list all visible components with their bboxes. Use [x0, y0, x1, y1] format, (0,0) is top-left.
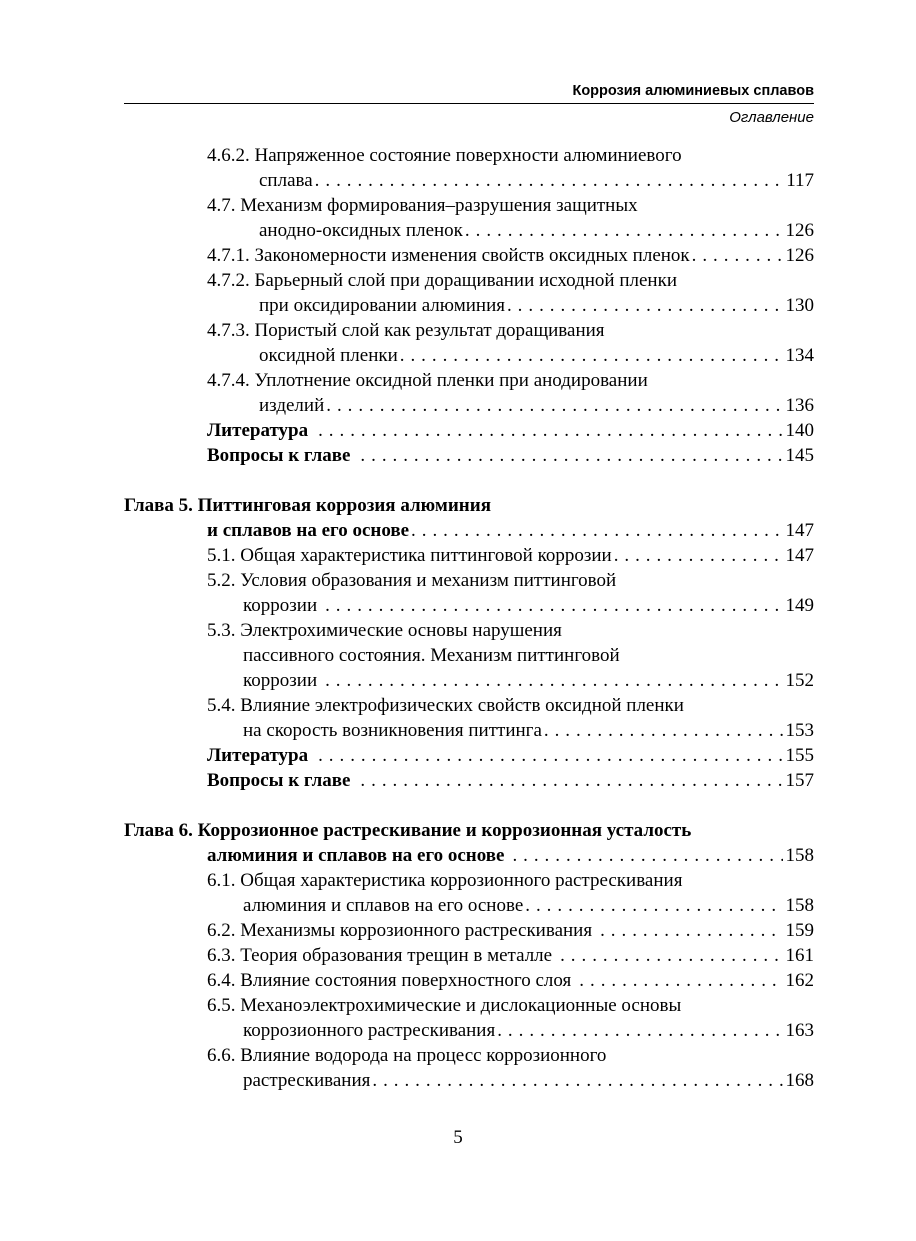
- toc-entry-leader-line: [124, 843, 814, 868]
- dot-leader: [372, 1068, 782, 1093]
- page-number: 130: [785, 295, 814, 316]
- dot-leader: [579, 968, 782, 993]
- toc-entry-leader-line: [124, 718, 814, 743]
- page-number: 145: [785, 445, 814, 466]
- toc-entry-ch5-questions: [124, 768, 814, 793]
- toc-entry-4-7-3: [124, 318, 814, 368]
- toc-entry-4-6-2: [124, 143, 814, 193]
- running-head: [124, 80, 814, 129]
- dot-leader: [400, 343, 783, 368]
- page-number: 126: [785, 220, 814, 241]
- page-number: 117: [786, 170, 814, 191]
- toc-entry-title: 5.2. Условия образования и механизм питтинговой: [207, 570, 617, 591]
- toc-entry-title-cont: сплава: [259, 170, 313, 191]
- toc-entry-4-7: [124, 193, 814, 243]
- page-number: 147: [785, 520, 814, 541]
- toc-entry-4-7-4: [124, 368, 814, 418]
- toc-entry-leader-line: [124, 393, 814, 418]
- toc-entry-leader-line: [124, 218, 814, 243]
- dot-leader: [507, 293, 783, 318]
- spacer: [124, 468, 814, 493]
- toc-entry-title: 5.3. Электрохимические основы нарушения: [207, 620, 562, 641]
- page-number: 157: [785, 770, 814, 791]
- dot-leader: [512, 843, 782, 868]
- spacer: [124, 793, 814, 818]
- toc-entry-title: 6.6. Влияние водорода на процесс коррозионного: [207, 1045, 607, 1066]
- chapter-title: Глава 6. Коррозионное растрескивание и коррозионная усталость: [124, 820, 692, 841]
- toc-entry-title-cont: при оксидировании алюминия: [259, 295, 505, 316]
- dot-leader: [318, 743, 782, 768]
- toc-entry-4-7-1: [124, 243, 814, 268]
- toc-entry-title: 4.7. Механизм формирования–разрушения защитных: [207, 195, 638, 216]
- page-number: 158: [785, 895, 814, 916]
- toc-entry-title-cont: растрескивания: [243, 1070, 371, 1091]
- toc-chapter-6: [124, 818, 814, 868]
- toc-entry-leader-line: [124, 518, 814, 543]
- toc-entry-leader-line: [124, 668, 814, 693]
- toc-entry-title: Вопросы к главе: [207, 770, 351, 791]
- toc-entry-6-5: [124, 993, 814, 1043]
- dot-leader: [525, 893, 782, 918]
- toc-entry-6-4: [124, 968, 814, 993]
- toc-entry-title-cont: коррозии: [243, 595, 318, 616]
- toc-entry-title-cont: алюминия и сплавов на его основе: [243, 895, 524, 916]
- toc-entry-leader-line: [124, 893, 814, 918]
- toc-entry-leader-line: [124, 593, 814, 618]
- toc-entry-title: 6.3. Теория образования трещин в металле: [207, 945, 553, 966]
- toc-entry-leader-line: [124, 293, 814, 318]
- page-number: 149: [785, 595, 814, 616]
- dot-leader: [465, 218, 783, 243]
- page-number: 163: [785, 1020, 814, 1041]
- dot-leader: [315, 168, 784, 193]
- book-title: Коррозия алюминиевых сплавов: [124, 80, 814, 104]
- toc-entry-title: 6.4. Влияние состояния поверхностного слоя: [207, 970, 572, 991]
- dot-leader: [692, 243, 783, 268]
- page-number: 153: [785, 720, 814, 741]
- toc-entry-title: 4.6.2. Напряженное состояние поверхности алюминиевого: [207, 145, 682, 166]
- toc-entry-5-2: [124, 568, 814, 618]
- toc-entry-title: Литература: [207, 745, 309, 766]
- dot-leader: [326, 393, 782, 418]
- toc-entry-title: 4.7.3. Пористый слой как результат доращивания: [207, 320, 605, 341]
- toc-entry-title: 6.1. Общая характеристика коррозионного растрескивания: [207, 870, 683, 891]
- chapter-title-cont: и сплавов на его основе: [207, 520, 410, 541]
- page-number: 161: [785, 945, 814, 966]
- toc-entry-leader-line: [124, 168, 814, 193]
- toc-entry-title: Вопросы к главе: [207, 445, 351, 466]
- section-label: Оглавление: [729, 109, 814, 126]
- toc-entry-5-4: [124, 693, 814, 743]
- page-number: 126: [785, 245, 814, 266]
- toc-entry-title-cont: пассивного состояния. Механизм питтинговой: [243, 645, 620, 666]
- toc-entry-title: 4.7.2. Барьерный слой при доращивании исходной пленки: [207, 270, 677, 291]
- toc-entry-ch4-questions: [124, 443, 814, 468]
- page-number: 134: [785, 345, 814, 366]
- page-number: 158: [785, 845, 814, 866]
- chapter-title-cont: алюминия и сплавов на его основе: [207, 845, 505, 866]
- toc-entry-4-7-2: [124, 268, 814, 318]
- toc-entry-6-6: [124, 1043, 814, 1093]
- toc-entry-6-2: [124, 918, 814, 943]
- page-number: 168: [785, 1070, 814, 1091]
- toc-entry-title: 6.5. Механоэлектрохимические и дислокационные основы: [207, 995, 682, 1016]
- dot-leader: [497, 1018, 782, 1043]
- dot-leader: [318, 418, 782, 443]
- toc-entry-leader-line: [124, 343, 814, 368]
- toc-entry-ch4-literature: [124, 418, 814, 443]
- toc-entry-ch5-literature: [124, 743, 814, 768]
- toc-entry-title-cont: коррозии: [243, 670, 318, 691]
- toc-entry-title: 5.1. Общая характеристика питтинговой коррозии: [207, 545, 612, 566]
- table-of-contents: [124, 143, 814, 1093]
- dot-leader: [600, 918, 782, 943]
- toc-entry-title-cont: на скорость возникновения питтинга: [243, 720, 542, 741]
- dot-leader: [614, 543, 783, 568]
- dot-leader: [360, 768, 782, 793]
- toc-entry-leader-line: [124, 1018, 814, 1043]
- toc-entry-5-1: [124, 543, 814, 568]
- page-number: 155: [785, 745, 814, 766]
- toc-chapter-5: [124, 493, 814, 543]
- dot-leader: [411, 518, 782, 543]
- page-number: 152: [785, 670, 814, 691]
- toc-entry-title: 4.7.1. Закономерности изменения свойств оксидных пленок: [207, 245, 690, 266]
- dot-leader: [544, 718, 783, 743]
- dot-leader: [360, 443, 782, 468]
- toc-entry-leader-line: [124, 1068, 814, 1093]
- toc-entry-title: Литература: [207, 420, 309, 441]
- toc-entry-title-cont: оксидной пленки: [259, 345, 398, 366]
- toc-entry-title-cont: анодно-оксидных пленок: [259, 220, 463, 241]
- dot-leader: [560, 943, 782, 968]
- page-folio: 5: [453, 1127, 463, 1148]
- dot-leader: [325, 668, 782, 693]
- page-number: 159: [785, 920, 814, 941]
- toc-entry-title: 4.7.4. Уплотнение оксидной пленки при анодировании: [207, 370, 648, 391]
- toc-entry-6-3: [124, 943, 814, 968]
- toc-entry-title-cont: изделий: [259, 395, 325, 416]
- toc-entry-6-1: [124, 868, 814, 918]
- page-number: 162: [785, 970, 814, 991]
- toc-entry-title-cont: коррозионного растрескивания: [243, 1020, 496, 1041]
- page-number: 136: [785, 395, 814, 416]
- chapter-title: Глава 5. Питтинговая коррозия алюминия: [124, 495, 491, 516]
- toc-entry-title: 6.2. Механизмы коррозионного растрескивания: [207, 920, 593, 941]
- toc-entry-title: 5.4. Влияние электрофизических свойств оксидной пленки: [207, 695, 684, 716]
- page-number: 140: [785, 420, 814, 441]
- dot-leader: [325, 593, 782, 618]
- page-number: 147: [785, 545, 814, 566]
- toc-entry-5-3: [124, 618, 814, 693]
